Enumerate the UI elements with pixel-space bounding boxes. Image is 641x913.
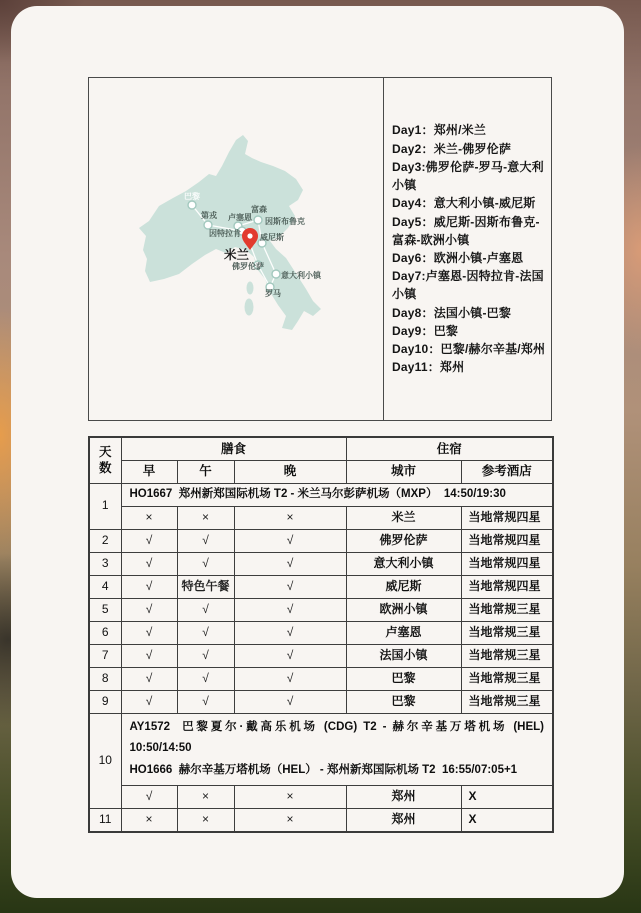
meal-cell: √ bbox=[121, 529, 177, 552]
city-label-interlaken: 因特拉肯 bbox=[209, 229, 241, 238]
meal-cell: × bbox=[121, 809, 177, 832]
meal-cell: √ bbox=[121, 598, 177, 621]
city-cell: 郑州 bbox=[346, 809, 461, 832]
header-city: 城市 bbox=[346, 460, 461, 483]
hotel-cell: X bbox=[461, 786, 553, 809]
meal-cell: √ bbox=[121, 786, 177, 809]
city-cell: 威尼斯 bbox=[346, 575, 461, 598]
table-row bbox=[89, 809, 553, 832]
header-lunch: 午 bbox=[177, 460, 234, 483]
meal-cell: √ bbox=[121, 690, 177, 713]
hotel-cell: 当地常规三星 bbox=[461, 690, 553, 713]
city-cell: 卢塞恩 bbox=[346, 621, 461, 644]
day-cell: 7 bbox=[89, 644, 121, 667]
day-line: Day5：威尼斯-因斯布鲁克-富森-欧洲小镇 bbox=[392, 214, 540, 247]
itinerary-card bbox=[11, 6, 624, 898]
meal-cell: √ bbox=[234, 621, 346, 644]
city-label-lucerne: 卢塞恩 bbox=[228, 213, 252, 222]
meal-cell: √ bbox=[121, 621, 177, 644]
schedule-table-wrap bbox=[88, 436, 554, 833]
city-cell: 巴黎 bbox=[346, 690, 461, 713]
header-lodging: 住宿 bbox=[346, 437, 553, 460]
city-cell: 郑州 bbox=[346, 786, 461, 809]
meal-cell: × bbox=[234, 809, 346, 832]
day-line: Day2：米兰-佛罗伦萨 bbox=[392, 141, 512, 156]
meal-cell: √ bbox=[234, 552, 346, 575]
table-row bbox=[89, 483, 553, 506]
header-breakfast: 早 bbox=[121, 460, 177, 483]
map-days-panel bbox=[88, 77, 552, 421]
day-line: Day6：欧洲小镇-卢塞恩 bbox=[392, 251, 524, 265]
route-map bbox=[89, 78, 384, 420]
city-cell: 意大利小镇 bbox=[346, 552, 461, 575]
city-label-paris: 巴黎 bbox=[184, 192, 200, 201]
meal-cell: √ bbox=[177, 690, 234, 713]
sardinia-island bbox=[245, 299, 254, 316]
day-cell: 5 bbox=[89, 598, 121, 621]
table-row bbox=[89, 598, 553, 621]
meal-cell: × bbox=[177, 506, 234, 529]
hotel-cell: 当地常规三星 bbox=[461, 644, 553, 667]
hotel-cell: X bbox=[461, 809, 553, 832]
hotel-cell: 当地常规四星 bbox=[461, 529, 553, 552]
meal-cell: × bbox=[234, 506, 346, 529]
header-hotel: 参考酒店 bbox=[461, 460, 553, 483]
meal-cell: √ bbox=[234, 644, 346, 667]
hotel-cell: 当地常规三星 bbox=[461, 598, 553, 621]
table-row bbox=[89, 667, 553, 690]
day-line: Day11：郑州 bbox=[392, 360, 465, 375]
day-list-panel bbox=[384, 78, 551, 420]
day-cell: 4 bbox=[89, 575, 121, 598]
flight-line: AY1572 巴黎夏尔·戴高乐机场 (CDG) T2 - 赫尔辛基万塔机场 (HEL) bbox=[129, 720, 545, 733]
meal-cell: √ bbox=[177, 598, 234, 621]
table-row bbox=[89, 506, 553, 529]
meal-cell: × bbox=[177, 809, 234, 832]
europe-route-map-svg bbox=[89, 78, 384, 421]
city-cell: 法国小镇 bbox=[346, 644, 461, 667]
table-row bbox=[89, 690, 553, 713]
day-line: Day8：法国小镇-巴黎 bbox=[392, 305, 512, 320]
hotel-cell: 当地常规三星 bbox=[461, 667, 553, 690]
city-cell: 欧洲小镇 bbox=[346, 598, 461, 621]
city-cell: 米兰 bbox=[346, 506, 461, 529]
header-meals: 膳食 bbox=[121, 437, 346, 460]
meal-cell: √ bbox=[177, 644, 234, 667]
meal-cell: √ bbox=[234, 529, 346, 552]
day-line: Day10：巴黎/赫尔辛基/郑州 bbox=[392, 342, 546, 357]
table-row bbox=[89, 786, 553, 809]
hotel-cell: 当地常规三星 bbox=[461, 621, 553, 644]
city-cell: 佛罗伦萨 bbox=[346, 529, 461, 552]
table-row bbox=[89, 552, 553, 575]
city-cell: 巴黎 bbox=[346, 667, 461, 690]
flight-cell bbox=[121, 713, 553, 786]
meal-cell: √ bbox=[177, 529, 234, 552]
hotel-cell: 当地常规四星 bbox=[461, 575, 553, 598]
meal-cell: √ bbox=[121, 667, 177, 690]
hotel-cell: 当地常规四星 bbox=[461, 506, 553, 529]
day-cell: 8 bbox=[89, 667, 121, 690]
flight-cell: HO1667 郑州新郑国际机场 T2 - 米兰马尔彭萨机场（MXP） 14:50/19:30 bbox=[121, 483, 553, 506]
meal-cell: √ bbox=[234, 598, 346, 621]
meal-cell: √ bbox=[121, 552, 177, 575]
city-label-italy_town: 意大利小镇 bbox=[281, 271, 321, 280]
day-line: Day1：郑州/米兰 bbox=[392, 123, 487, 138]
day-line: Day9：巴黎 bbox=[392, 323, 459, 338]
day-cell: 10 bbox=[89, 713, 121, 809]
meal-cell: √ bbox=[121, 644, 177, 667]
day-cell: 11 bbox=[89, 809, 121, 832]
city-label-innsbruck: 因斯布鲁克 bbox=[265, 217, 305, 226]
milan-pin-label: 米兰 bbox=[224, 248, 250, 262]
meal-cell: √ bbox=[177, 552, 234, 575]
meal-cell: √ bbox=[177, 667, 234, 690]
meal-cell: × bbox=[234, 786, 346, 809]
table-row bbox=[89, 529, 553, 552]
meal-cell: × bbox=[121, 506, 177, 529]
day-cell: 1 bbox=[89, 483, 121, 529]
header-dinner: 晚 bbox=[234, 460, 346, 483]
city-marker-italy_town bbox=[272, 270, 280, 278]
table-row bbox=[89, 713, 553, 786]
city-marker-fussen bbox=[254, 216, 262, 224]
city-label-rome: 罗马 bbox=[265, 289, 281, 298]
table-row bbox=[89, 575, 553, 598]
meal-cell: √ bbox=[177, 621, 234, 644]
meal-cell: √ bbox=[234, 667, 346, 690]
meal-cell: √ bbox=[234, 690, 346, 713]
day-line: Day7:卢塞恩-因特拉肯-法国小镇 bbox=[392, 269, 544, 302]
meal-cell: √ bbox=[121, 575, 177, 598]
day-cell: 6 bbox=[89, 621, 121, 644]
table-row bbox=[89, 644, 553, 667]
day-cell: 9 bbox=[89, 690, 121, 713]
meal-cell: √ bbox=[234, 575, 346, 598]
city-label-venice: 威尼斯 bbox=[260, 233, 284, 242]
flight-line: HO1666 赫尔辛基万塔机场（HEL） - 郑州新郑国际机场 T2 16:55/07:05+1 bbox=[129, 764, 518, 777]
meal-cell: × bbox=[177, 786, 234, 809]
schedule-table bbox=[88, 436, 554, 833]
flight-line: 10:50/14:50 bbox=[129, 742, 192, 755]
city-marker-paris bbox=[188, 201, 196, 209]
city-label-dijon: 第戎 bbox=[201, 211, 217, 220]
table-row bbox=[89, 621, 553, 644]
corsica-island bbox=[247, 282, 254, 295]
city-label-fussen: 富森 bbox=[251, 205, 267, 214]
day-list bbox=[392, 121, 547, 376]
city-label-florence: 佛罗伦萨 bbox=[232, 262, 264, 271]
hotel-cell: 当地常规四星 bbox=[461, 552, 553, 575]
day-line: Day4：意大利小镇-威尼斯 bbox=[392, 196, 536, 211]
day-line: Day3:佛罗伦萨-罗马-意大利小镇 bbox=[392, 159, 544, 193]
meal-cell: 特色午餐 bbox=[177, 575, 234, 598]
day-cell: 3 bbox=[89, 552, 121, 575]
city-marker-dijon bbox=[204, 221, 212, 229]
day-cell: 2 bbox=[89, 529, 121, 552]
header-days: 天数 bbox=[89, 437, 121, 483]
